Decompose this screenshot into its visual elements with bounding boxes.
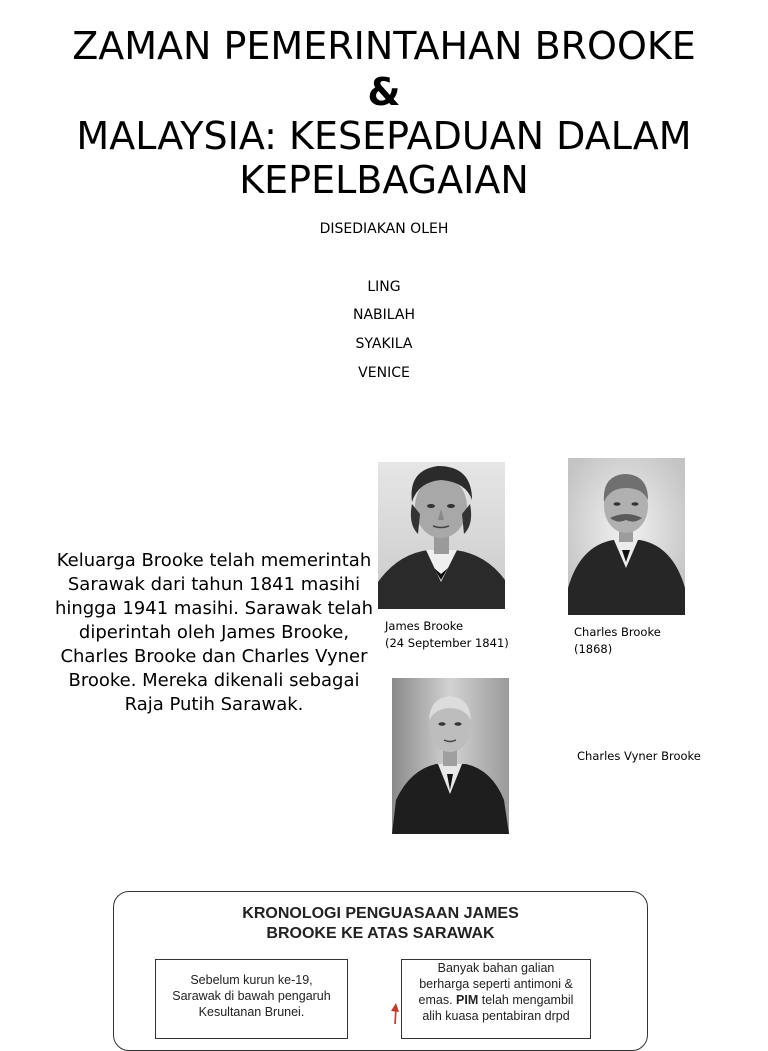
title-line-3: MALAYSIA: KESEPADUAN DALAM xyxy=(76,114,692,158)
caption-james-brooke-date: (24 September 1841) xyxy=(385,636,509,650)
portrait-james-brooke xyxy=(378,462,505,609)
pim-label: PIM xyxy=(456,993,479,1007)
author-name: VENICE xyxy=(358,365,410,381)
chronology-title-line-2: BROOKE KE ATAS SARAWAK xyxy=(266,925,495,942)
title-ampersand: & xyxy=(367,70,401,114)
caption-charles-brooke-date: (1868) xyxy=(574,642,613,656)
chronology-box-line xyxy=(402,992,590,1008)
chronology-box-line: berharga seperti antimoni & xyxy=(419,977,573,991)
chronology-box-line: Sarawak di bawah pengaruh xyxy=(172,989,331,1003)
chronology-title-line-1: KRONOLOGI PENGUASAAN JAMES xyxy=(242,905,519,922)
intro-paragraph: Keluarga Brooke telah memerintah Sarawak dari tahun 1841 masihi hingga 1941 masihi. Sarawak telah diperintah oleh James Brooke, Charles Brooke dan Charles Vyner Brooke. Mereka dikenali sebagai Raja Putih Sarawak. xyxy=(54,550,374,715)
author-name: NABILAH xyxy=(352,307,415,323)
chronology-text: telah mengambil xyxy=(478,993,574,1007)
chronology-panel xyxy=(113,891,648,1051)
author-name: LING xyxy=(367,279,401,295)
portrait-charles-vyner-brooke xyxy=(392,678,509,834)
author-name: SYAKILA xyxy=(355,336,413,352)
portrait-charles-brooke xyxy=(568,458,685,615)
portrait-image xyxy=(568,458,685,615)
chronology-box-line: Banyak bahan galian xyxy=(437,961,555,975)
prepared-by-label: DISEDIAKAN OLEH xyxy=(319,221,449,237)
arrow-up-icon xyxy=(388,1002,402,1024)
portrait-image xyxy=(392,678,509,834)
caption-charles-vyner-brooke-name: Charles Vyner Brooke xyxy=(577,749,701,763)
caption-james-brooke-name: James Brooke xyxy=(385,619,464,633)
title-line-4: KEPELBAGAIAN xyxy=(239,158,529,202)
chronology-box-before-19th-century xyxy=(155,959,348,1039)
chronology-title xyxy=(114,904,647,944)
chronology-box-line: Kesultanan Brunei. xyxy=(198,1005,305,1019)
chronology-box-minerals xyxy=(401,959,591,1039)
caption-charles-brooke-name: Charles Brooke xyxy=(574,625,661,639)
portrait-image xyxy=(378,462,505,609)
chronology-box-line: Sebelum kurun ke-19, xyxy=(190,973,313,987)
title-line-1: ZAMAN PEMERINTAHAN BROOKE xyxy=(72,24,696,68)
chronology-box-line: alih kuasa pentabiran drpd xyxy=(422,1009,570,1023)
chronology-text: emas. xyxy=(418,993,457,1007)
